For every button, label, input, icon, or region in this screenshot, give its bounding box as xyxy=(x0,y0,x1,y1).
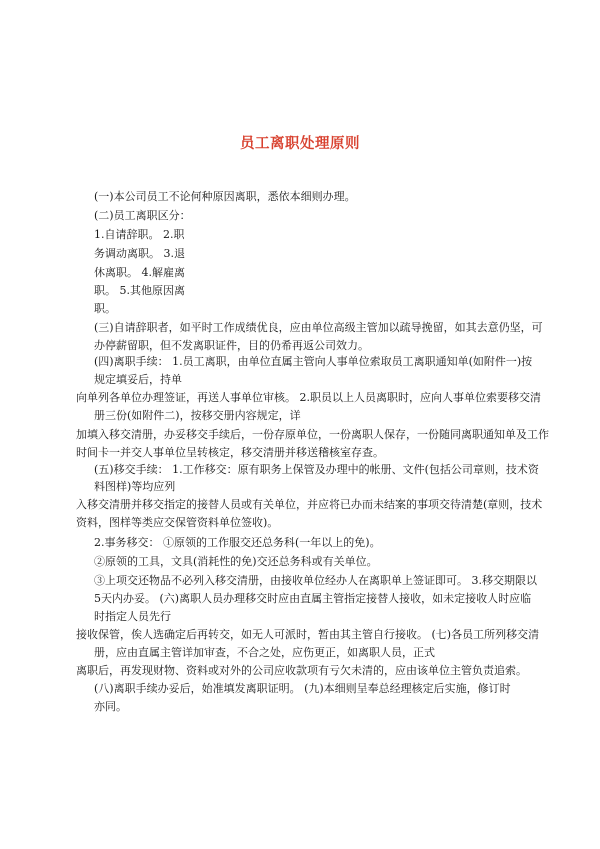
body-line: 加填入移交清册，办妥移交手续后，一份存原单位，一份离职人保存，一份随同离职通知单及工作 xyxy=(76,428,549,441)
body-line: (四)离职手续： 1.员工离职，由单位直属主管向人事单位索取员工离职通知单(如附件一)按 xyxy=(94,355,533,368)
body-line: 亦同。 xyxy=(94,700,127,713)
document-title: 员工离职处理原则 xyxy=(240,136,360,152)
body-line: 办停薪留职，但不发离职证件，目的仍希再返公司效力。 xyxy=(94,339,369,352)
body-line: (五)移交手续： 1.工作移交：原有职务上保管及办理中的帐册、文件(包括公司章则，技术资 xyxy=(94,463,539,476)
body-line: 规定填妥后，持单 xyxy=(94,373,182,386)
body-line: 册，应由直属主管详加审查，不合之处，应伤更正，如离职人员，正式 xyxy=(94,646,435,659)
body-line: 入移交清册并移交指定的接替人员或有关单位，并应将已办而未结案的事项交待清楚(章则，技术 xyxy=(76,498,543,511)
body-line: 资料，图样等类应交保管资料单位签收)。 xyxy=(76,516,279,529)
body-line: 休离职。 4.解雇离 xyxy=(94,266,185,279)
body-line: 接收保管，俟人选确定后再转交，如无人可派时，暂由其主管自行接收。 (七)各员工所列移交清 xyxy=(76,628,540,641)
body-line: 册三份(如附件二)，按移交册内容规定，详 xyxy=(94,409,301,422)
body-line: 1.自请辞职。 2.职 xyxy=(94,228,185,241)
body-line: 时间卡一并交人事单位呈转核定，移交清册并移送稽核室存查。 xyxy=(76,446,384,459)
body-line: 职。 xyxy=(94,302,116,315)
body-line: (一)本公司员工不论何种原因离职，悉依本细则办理。 xyxy=(94,190,356,203)
body-line: 向单列各单位办理签证，再送人事单位审核。 2.职员以上人员离职时，应向人事单位索要移交清 xyxy=(76,391,541,404)
body-line: 时指定人员先行 xyxy=(94,610,171,623)
body-line: 5天内办妥。 (六)离职人员办理移交时应由直属主管指定接替人接收，如未定接收人时应临 xyxy=(94,592,532,605)
body-line: 离职后，再发现财物、资料或对外的公司应收款项有亏欠未清的，应由该单位主管负责追索。 xyxy=(76,664,527,677)
body-line: 料图样)等均应列 xyxy=(94,480,176,493)
body-line: (三)自请辞职者，如平时工作成绩优良，应由单位高级主管加以疏导挽留，如其去意仍坚，可 xyxy=(94,321,543,334)
body-line: 2.事务移交： ①原领的工作服交还总务科(一年以上的免)。 xyxy=(94,536,381,549)
body-line: (八)离职手续办妥后，始准填发离职证明。 (九)本细则呈奉总经理核定后实施，修订时 xyxy=(94,682,511,695)
body-line: (二)员工离职区分： xyxy=(94,209,191,222)
body-line: 职。 5.其他原因离 xyxy=(94,284,185,297)
body-line: ②原领的工具，文具(消耗性的免)交还总务科或有关单位。 xyxy=(94,555,378,568)
body-line: ③上项交还物品不必列入移交清册，由接收单位经办人在离职单上签证即可。 3.移交期限以 xyxy=(94,574,537,587)
body-line: 务调动离职。 3.退 xyxy=(94,247,185,260)
